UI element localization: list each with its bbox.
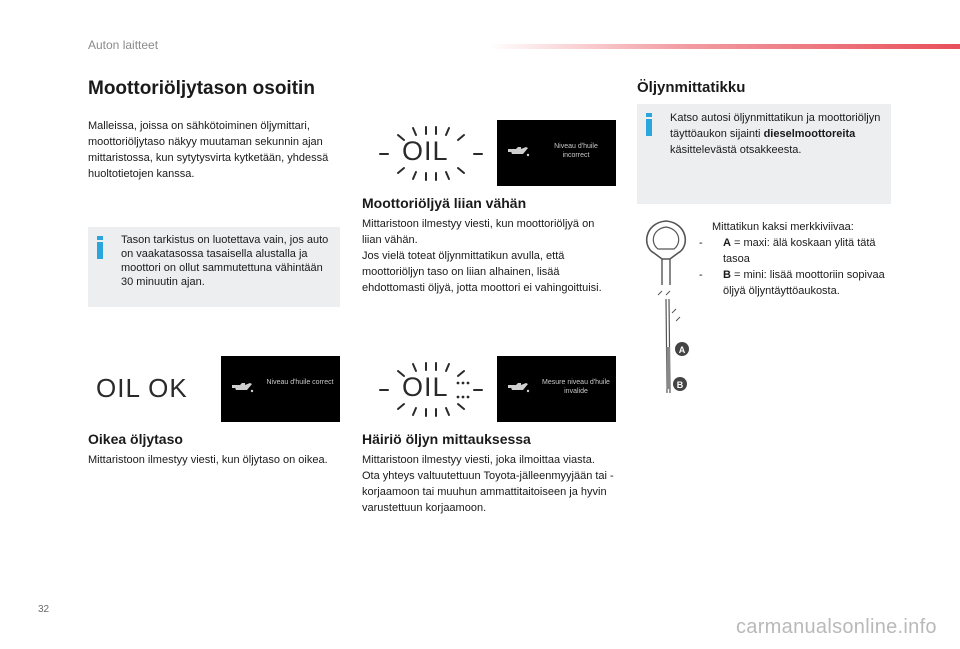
list-item: - B = mini: lisää moottoriin sopivaa öljyä öljyntäyttöaukosta. — [699, 269, 885, 297]
display-oil-low-text: OIL — [402, 136, 449, 166]
watermark: carmanualsonline.info — [736, 616, 937, 638]
dipstick-illustration — [640, 215, 700, 395]
header-accent-bar — [488, 44, 960, 49]
list-item: - A = maxi: älä koskaan ylitä tätä tasoa — [699, 237, 876, 265]
intro-paragraph: Malleissa, joissa on sähkötoiminen öljymittari, moottoriöljytaso näkyy muutaman sekunnin ajan mittaristossa, kun sytytysvirta kytketään, yhdessä huoltotietojen kanssa. — [88, 120, 329, 180]
oil-can-icon — [508, 380, 530, 394]
page-title: Moottoriöljytason osoitin — [88, 78, 315, 99]
info-box-level-check — [88, 227, 340, 307]
display-oil-fault — [362, 356, 616, 422]
page-number: 32 — [38, 604, 50, 615]
display-oil-low — [362, 120, 616, 186]
section-label: Auton laitteet — [88, 38, 159, 52]
display-oil-ok-text: OIL OK — [96, 373, 188, 403]
text-oil-ok: Mittaristoon ilmestyy viesti, kun öljytaso on oikea. — [88, 454, 328, 466]
info-icon — [646, 113, 652, 136]
text-oil-fault: Mittaristoon ilmestyy viesti, joka ilmoittaa viasta. Ota yhteys valtuutettuun Toyota-jälleenmyyjään tai -korjaamoon tai muuhun ammattitaitoiseen ja hyvin varustettuun korjaamoon. — [362, 454, 614, 514]
display-message: Mesure niveau d'huile invalide — [542, 379, 610, 395]
info-box-dipstick — [637, 104, 891, 204]
display-oil-ok — [88, 356, 340, 422]
heading-oil-low: Moottoriöljyä liian vähän — [362, 195, 527, 211]
oil-can-icon — [508, 144, 530, 158]
marks-intro: Mittatikun kaksi merkkiviivaa: — [712, 221, 854, 233]
display-oil-fault-text: OIL — [402, 372, 449, 402]
display-message: Niveau d'huile incorrect — [554, 143, 598, 159]
dipstick-label-a: A — [678, 345, 686, 355]
emphasis-diesel: dieselmoottoreita — [763, 128, 856, 140]
info-text: Tason tarkistus on luotettava vain, jos auto on vaakatasossa tasaisella alustalla ja moottori on ollut sammutettuna vähintään 30 minuutin ajan. — [121, 234, 329, 288]
heading-oil-ok: Oikea öljytaso — [88, 431, 183, 447]
dipstick-title: Öljynmittatikku — [637, 79, 746, 96]
info-icon — [97, 236, 103, 259]
oil-can-icon — [232, 380, 254, 394]
text-oil-low: Mittaristoon ilmestyy viesti, kun moottoriöljyä on liian vähän. Jos vielä toteat öljynmittatikun avulla, että moottoriöljyn taso on liian alhainen, lisää ehdottomasti öljyä, jotta moottori ei vahingoittuisi. — [362, 218, 602, 294]
display-message: Niveau d'huile correct — [266, 379, 334, 386]
info-text: Katso autosi öljynmittatikun ja moottoriöljyn täyttöaukon sijainti dieselmoottoreita käsittelevästä otsakkeesta. — [670, 112, 881, 156]
heading-oil-fault: Häiriö öljyn mittauksessa — [362, 431, 531, 447]
dipstick-marks — [699, 219, 892, 299]
dipstick-label-b: B — [676, 380, 684, 390]
